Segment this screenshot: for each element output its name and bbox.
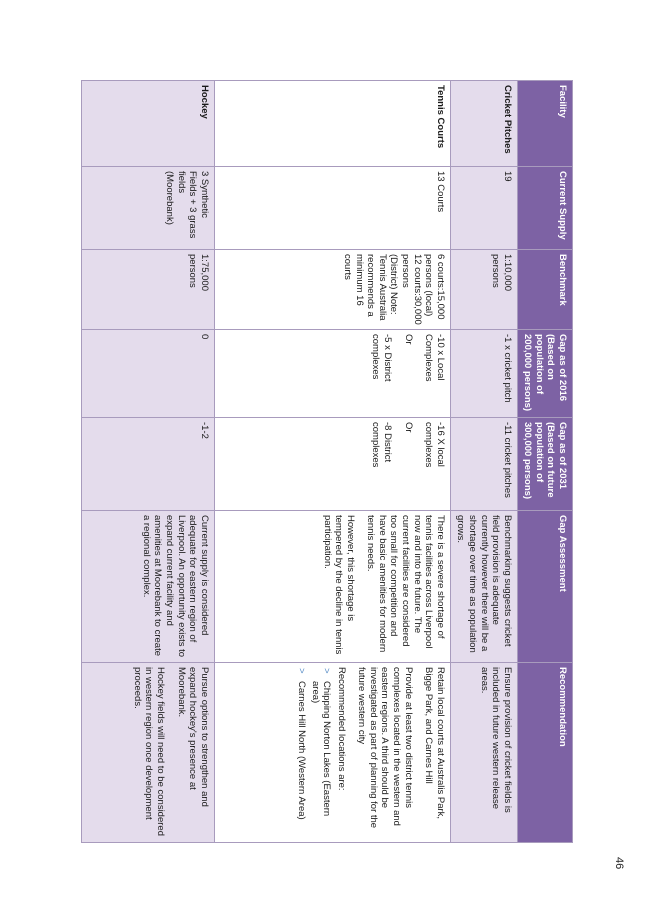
header-gap-2031-title: Gap as of 2031 — [557, 422, 568, 490]
table-row — [82, 81, 215, 843]
header-gap-assessment: Gap Assessment — [517, 511, 572, 663]
list-item — [309, 667, 332, 838]
bullet-arrow-icon: > — [321, 668, 333, 674]
recommendation-paragraph: Hockey fields will need to be considered in western region once development proceeds. — [131, 667, 167, 836]
gap-2031-cell — [214, 418, 450, 511]
benchmark-cell: 1:75,000 persons — [82, 250, 215, 330]
header-recommendation: Recommendation — [517, 663, 572, 843]
current-supply-cell: 3 Synthetic Fields + 3 grass fields (Moorebank) — [82, 167, 215, 250]
gap-2016-cell — [82, 330, 215, 418]
gap-2016-cell — [214, 330, 450, 418]
table-row — [214, 81, 450, 843]
table-row — [450, 81, 517, 843]
header-current-supply: Current Supply — [517, 167, 572, 250]
gap-2016-line: Or — [402, 334, 414, 345]
gap-assessment-paragraph: Current supply is considered adequate for eastern region of Liverpool. An opportunity exists to expand current facility and amenities at Moorebank to create a regional complex. — [140, 515, 210, 658]
header-gap-2031 — [517, 418, 572, 511]
list-item — [295, 667, 307, 838]
header-row — [517, 81, 572, 843]
facility-gap-table — [81, 80, 573, 843]
gap-2031-line: -16 X local complexes — [423, 422, 446, 468]
bullet-arrow-icon: > — [296, 668, 308, 674]
list-item-text: Carnes Hill North (Western Area) — [296, 681, 308, 820]
gap-2031-cell — [82, 418, 215, 511]
recommendation-cell — [82, 663, 215, 843]
gap-2016-line: -5 x District complexes — [370, 334, 394, 382]
header-gap-2016 — [517, 330, 572, 418]
header-gap-2016-title: Gap as of 2016 — [557, 334, 568, 402]
header-gap-2031-note: (Based on future population of 300,000 persons) — [522, 422, 557, 500]
gap-2016-line: -1 x cricket pitch — [501, 334, 513, 403]
gap-2016-cell — [450, 330, 517, 418]
current-supply-cell: 19 — [450, 167, 517, 250]
facility-cell: Cricket Pitches — [450, 81, 517, 167]
current-supply-cell: 13 Courts — [214, 167, 450, 250]
recommendation-paragraph: Pursue options to strengthen and expand hockey's presence at Moorebank. — [175, 667, 210, 807]
header-facility: Facility — [517, 81, 572, 167]
page-number: 46 — [613, 857, 625, 870]
benchmark-cell: 1:10,000 persons — [450, 250, 517, 330]
gap-assessment-cell — [450, 511, 517, 663]
gap-2031-cell — [450, 418, 517, 511]
gap-assessment-paragraph: However, this shortage is tempered by the decline in tennis participation. — [321, 515, 356, 655]
benchmark-cell: 6 courts:15,000 persons (local) 12 courts:30,000 persons (District) Note: Tennis Australia recommends a minimum 16 courts — [214, 250, 450, 330]
recommendation-paragraph: Provide at least two district tennis complexes located in the western and eastern regions. A third should be investigated as part of planning for the future western city — [356, 667, 414, 829]
gap-2031-line: -1-2 — [198, 422, 210, 439]
recommendation-paragraph: Recommended locations are: — [335, 667, 347, 791]
facility-cell: Tennis Courts — [214, 81, 450, 167]
gap-2016-line: 0 — [198, 334, 210, 340]
gap-2031-line: -11 cricket pitches — [501, 422, 513, 498]
gap-assessment-paragraph: There is a severe shortage of tennis facilities across Liverpool now and into the future. The current facilities are considered too small for competition and have basic amenities for modern tennis needs. — [365, 515, 446, 653]
gap-assessment-cell — [214, 511, 450, 663]
facility-cell: Hockey — [82, 81, 215, 167]
gap-assessment-cell — [82, 511, 215, 663]
gap-2031-line: -8 District complexes — [370, 422, 394, 468]
recommendation-paragraph: Ensure provision of cricket fields is included in future western release areas. — [478, 667, 513, 813]
recommendation-cell — [214, 663, 450, 843]
recommendation-paragraph: Retain local courts at Australis Park, Bigge Park, and Carnes Hill — [423, 667, 446, 820]
header-benchmark: Benchmark — [517, 250, 572, 330]
gap-2031-line: Or — [402, 422, 414, 433]
gap-2016-line: -10 x Local Complexes — [423, 334, 446, 382]
header-gap-2016-note: (Based on population of 200,000 persons) — [522, 334, 557, 412]
list-item-text: Chipping Norton Lakes (Eastern area) — [309, 681, 333, 817]
recommendation-cell — [450, 663, 517, 843]
gap-assessment-paragraph: Benchmarking suggests cricket field provision is adequate currently however there will be a shortage over time as population grows. — [455, 515, 513, 653]
